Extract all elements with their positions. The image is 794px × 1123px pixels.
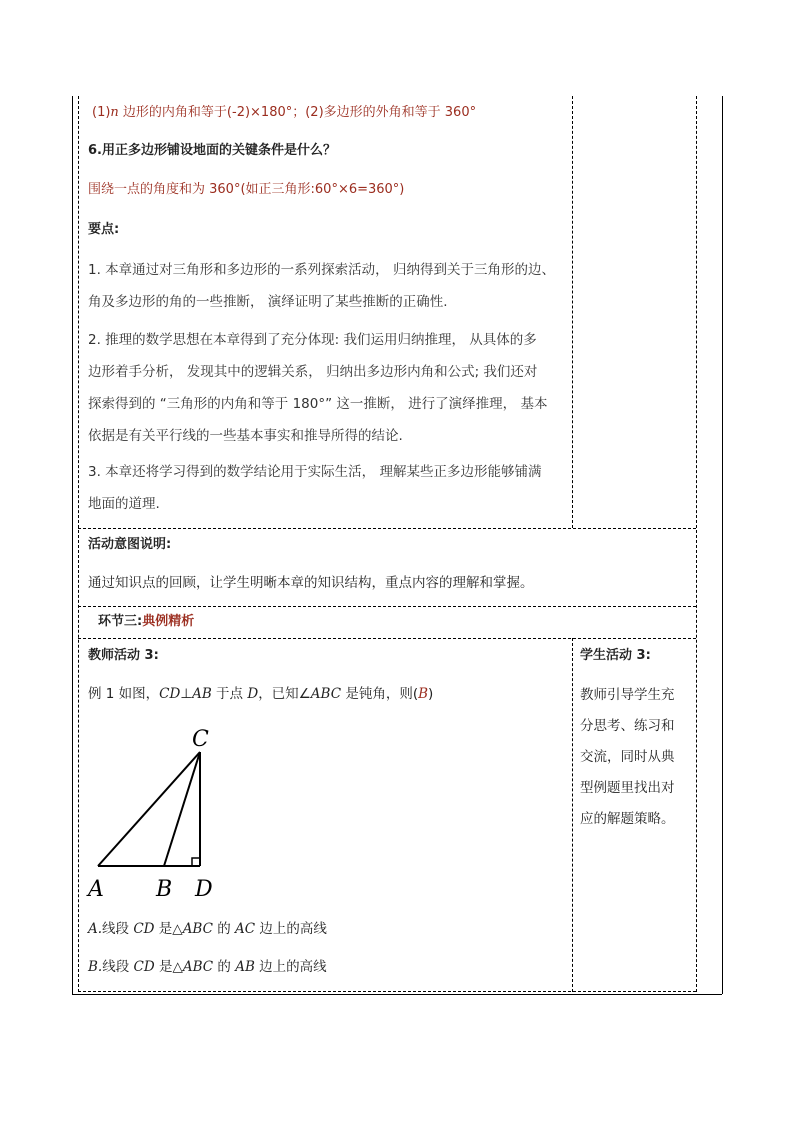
paragraph-line: 1. 本章通过对三角形和多边形的一系列探索活动， 归纳得到关于三角形的边、 (88, 262, 555, 278)
row-divider-3 (78, 638, 696, 639)
paragraph-line: 3. 本章还将学习得到的数学结论用于实际生活， 理解某些正多边形能够铺满 (88, 464, 542, 480)
point-label-c: C (192, 727, 209, 752)
intent-body: 通过知识点的回顾，让学生明晰本章的知识结构，重点内容的理解和掌握。 (88, 575, 534, 591)
paragraph-line: 角及多边形的角的一些推断， 演绎证明了某些推断的正确性. (88, 294, 448, 310)
text-run: 的 (212, 921, 236, 937)
section-heading (98, 613, 194, 631)
paragraph-line: 边形着手分析， 发现其中的逻辑关系， 归纳出多边形内角和公式; 我们还对 (88, 364, 538, 380)
point-label-b: B (156, 877, 173, 902)
text-run: ) (428, 686, 434, 702)
math-var: AC (235, 921, 256, 937)
table-right-border (722, 96, 723, 994)
column-divider-bottom (572, 638, 573, 992)
row-divider-2 (78, 606, 696, 607)
key-point-2 (88, 324, 568, 452)
option-b (88, 958, 327, 976)
answer-choice: B (418, 686, 429, 702)
option-letter: B. (88, 959, 103, 975)
key-point-1 (88, 254, 568, 318)
teacher-activity-title: 教师活动 3: (88, 648, 159, 663)
option-a (88, 920, 327, 938)
section-title: 典例精析 (142, 614, 195, 629)
student-line: 应的解题策略。 (580, 811, 675, 827)
math-var: AB (235, 959, 255, 975)
paragraph-line: 地面的道理. (88, 496, 160, 512)
row-divider-bottom (78, 991, 696, 992)
row-divider-1 (78, 528, 696, 529)
section-prefix: 环节三: (98, 614, 143, 629)
text-run: 的 (213, 959, 236, 975)
math-var: CD (133, 959, 155, 975)
perp-symbol: ⊥ (180, 686, 193, 702)
paragraph-line: 2. 推理的数学思想在本章得到了充分体现: 我们运用归纳推理， 从具体的多 (88, 332, 537, 348)
student-line: 教师引导学生充 (580, 687, 675, 703)
example-1-question (88, 685, 433, 703)
point-label-a: A (88, 877, 104, 902)
text-run: 是△ (154, 959, 183, 975)
text-run: 边上的高线 (254, 959, 327, 975)
text-run: 例 1 如图， (88, 686, 160, 702)
table-inner-right-border (696, 96, 697, 992)
formula-variable: n (110, 105, 119, 120)
student-activity-title: 学生活动 3: (580, 648, 651, 663)
math-var: ABC (310, 686, 342, 702)
segment-ac (98, 752, 200, 866)
option-letter: A. (88, 921, 103, 937)
text-run: 于点 (211, 686, 248, 702)
math-var: ABC (182, 959, 214, 975)
question-6: 6.用正多边形铺设地面的关键条件是什么？ (88, 143, 336, 158)
point-label-d: D (195, 877, 213, 902)
formula-line (92, 104, 476, 122)
formula-part: (1) (92, 105, 111, 120)
key-points-title: 要点: (88, 222, 120, 237)
student-line: 型例题里找出对 (580, 780, 675, 796)
text-run: 是△ (154, 921, 183, 937)
formula-part: 边形的内角和等于(-2)×180°；(2)多边形的外角和等于 360° (118, 105, 477, 120)
answer-6: 围绕一点的角度和为 360°(如正三角形:60°×6=360°) (88, 182, 405, 197)
student-activity-body (580, 680, 690, 835)
text-run: 边上的高线 (255, 921, 327, 937)
table-bottom-border (72, 994, 722, 995)
student-line: 交流，同时从典 (580, 749, 675, 765)
text-run: 线段 (102, 921, 134, 937)
math-var: CD (159, 686, 181, 702)
key-point-3 (88, 456, 568, 520)
math-var: D (247, 686, 259, 702)
math-var: ABC (182, 921, 213, 937)
right-angle-mark (192, 858, 200, 866)
math-var: CD (133, 921, 155, 937)
column-divider-top (572, 96, 573, 528)
intent-title: 活动意图说明: (88, 537, 172, 552)
math-var: AB (192, 686, 212, 702)
paragraph-line: 依据是有关平行线的一些基本事实和推导所得的结论. (88, 428, 403, 444)
text-run: 是钝角，则( (341, 686, 419, 702)
table-inner-left-border (78, 96, 79, 992)
triangle-figure (84, 722, 234, 902)
table-left-border (72, 96, 73, 994)
text-run: 线段 (102, 959, 134, 975)
paragraph-line: 探索得到的 “三角形的内角和等于 180°” 这一推断， 进行了演绎推理， 基本 (88, 396, 548, 412)
text-run: ，已知∠ (258, 686, 311, 702)
segment-bc (164, 752, 200, 866)
student-line: 分思考、练习和 (580, 718, 675, 734)
